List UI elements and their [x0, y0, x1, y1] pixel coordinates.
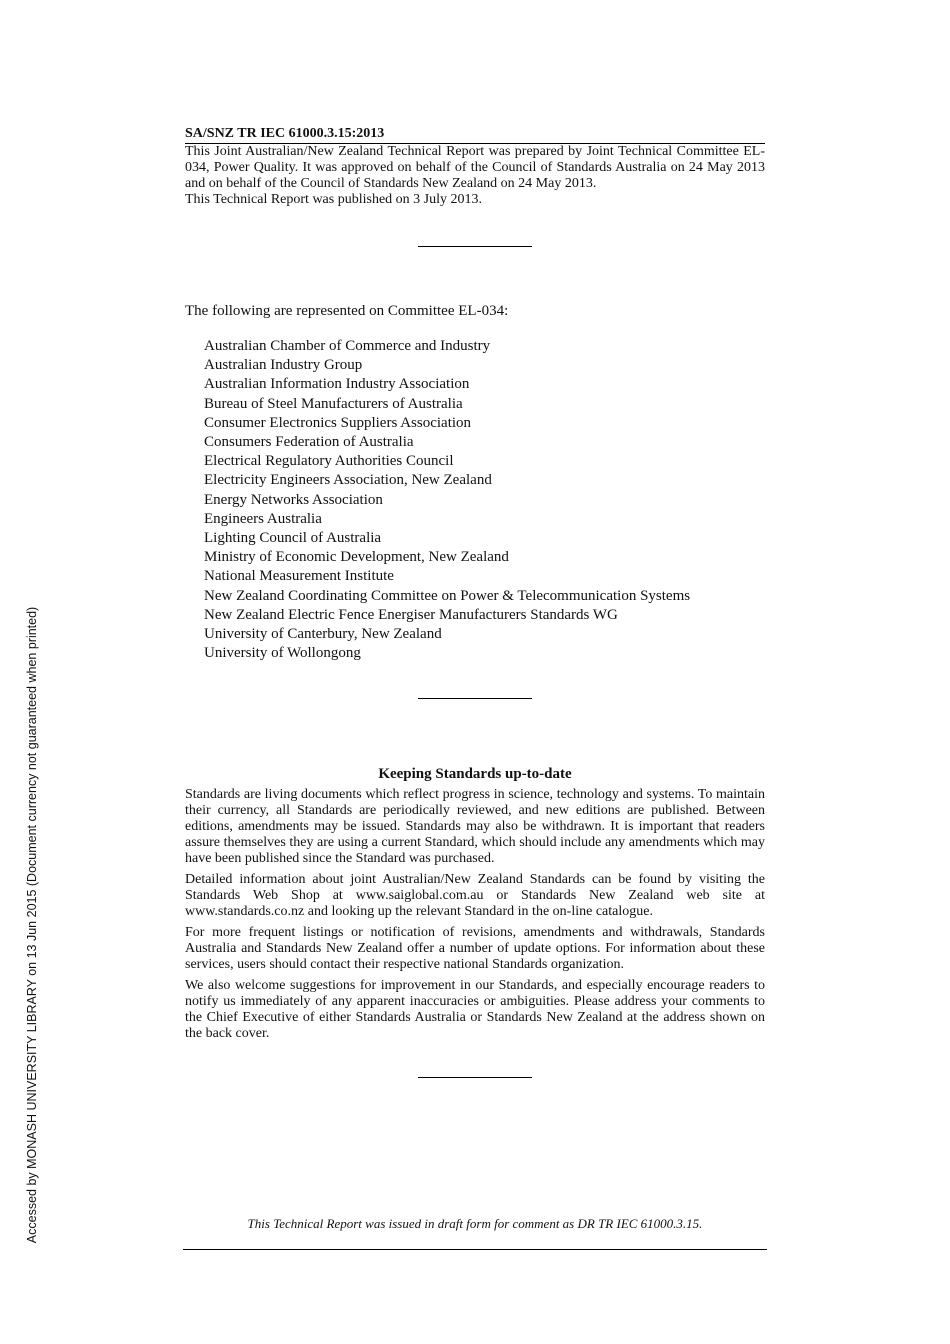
- keeping-paragraph: Detailed information about joint Australian/New Zealand Standards can be found by visiting the Standards Web Shop at www.saiglobal.com.au or Standards New Zealand web site at www.standards.co.nz and looking up the relevant Standard in the on-line catalogue.: [185, 872, 765, 920]
- committee-member: New Zealand Electric Fence Energiser Manufacturers Standards WG: [204, 606, 618, 623]
- separator-rule: [418, 246, 532, 247]
- committee-member: Ministry of Economic Development, New Zealand: [204, 549, 509, 566]
- committee-member: Energy Networks Association: [204, 491, 383, 508]
- committee-member: Consumer Electronics Suppliers Association: [204, 414, 472, 431]
- preparation-statement: This Joint Australian/New Zealand Technical Report was prepared by Joint Technical Committee EL-034, Power Quality. It was approved on behalf of the Council of Standards Australia on 24 May 2013 and on behalf of the Council of Standards New Zealand on 24 May 2013.: [185, 144, 765, 191]
- draft-footnote: This Technical Report was issued in draft form for comment as DR TR IEC 61000.3.15.: [247, 1216, 703, 1231]
- committee-intro: The following are represented on Committee EL-034:: [185, 303, 509, 319]
- footer-rule: [183, 1249, 767, 1250]
- keeping-paragraph: We also welcome suggestions for improvement in our Standards, and especially encourage readers to notify us immediately of any apparent inaccuracies or ambiguities. Please address your comments to the Chief Executive of either Standards Australia or Standards New Zealand at the address shown on the back cover.: [185, 978, 765, 1042]
- access-watermark: [22, 598, 42, 1252]
- separator-rule: [418, 1077, 532, 1078]
- committee-member: Electrical Regulatory Authorities Council: [204, 453, 454, 470]
- committee-member: Consumers Federation of Australia: [204, 434, 414, 451]
- committee-member: University of Canterbury, New Zealand: [204, 626, 442, 643]
- document-id: SA/SNZ TR IEC 61000.3.15:2013: [185, 126, 765, 144]
- committee-member: Lighting Council of Australia: [204, 530, 382, 547]
- committee-member: National Measurement Institute: [204, 568, 394, 585]
- committee-member: Australian Chamber of Commerce and Industry: [204, 338, 491, 354]
- page-content: [185, 126, 765, 1078]
- committee-member: Australian Information Industry Association: [204, 376, 470, 393]
- keeping-paragraph: Standards are living documents which reflect progress in science, technology and systems. To maintain their currency, all Standards are periodically reviewed, and new editions are published. Between editions, amendments may be issued. Standards may also be withdrawn. It is important that readers assure themselves they are using a current Standard, which should include any amendments which may have been published since the Standard was purchased.: [185, 787, 765, 867]
- publication-statement: This Technical Report was published on 3 July 2013.: [185, 192, 483, 207]
- committee-member: Electricity Engineers Association, New Zealand: [204, 472, 492, 489]
- keeping-paragraph: For more frequent listings or notification of revisions, amendments and withdrawals, Standards Australia and Standards New Zealand offer a number of update options. For information about these services, users should contact their respective national Standards organization.: [185, 925, 765, 973]
- separator-rule: [418, 698, 532, 699]
- committee-member: Australian Industry Group: [204, 357, 363, 374]
- committee-member: New Zealand Coordinating Committee on Power & Telecommunication Systems: [204, 587, 691, 604]
- keeping-heading: Keeping Standards up-to-date: [378, 766, 572, 783]
- committee-member: Bureau of Steel Manufacturers of Australia: [204, 395, 463, 412]
- access-watermark-text: Accessed by MONASH UNIVERSITY LIBRARY on 13 Jun 2015 (Document currency not guaranteed when printed): [25, 606, 39, 1244]
- committee-member: Engineers Australia: [204, 510, 322, 527]
- committee-members-list: [185, 337, 765, 663]
- committee-member: University of Wollongong: [204, 645, 361, 662]
- keeping-body: [185, 787, 765, 1042]
